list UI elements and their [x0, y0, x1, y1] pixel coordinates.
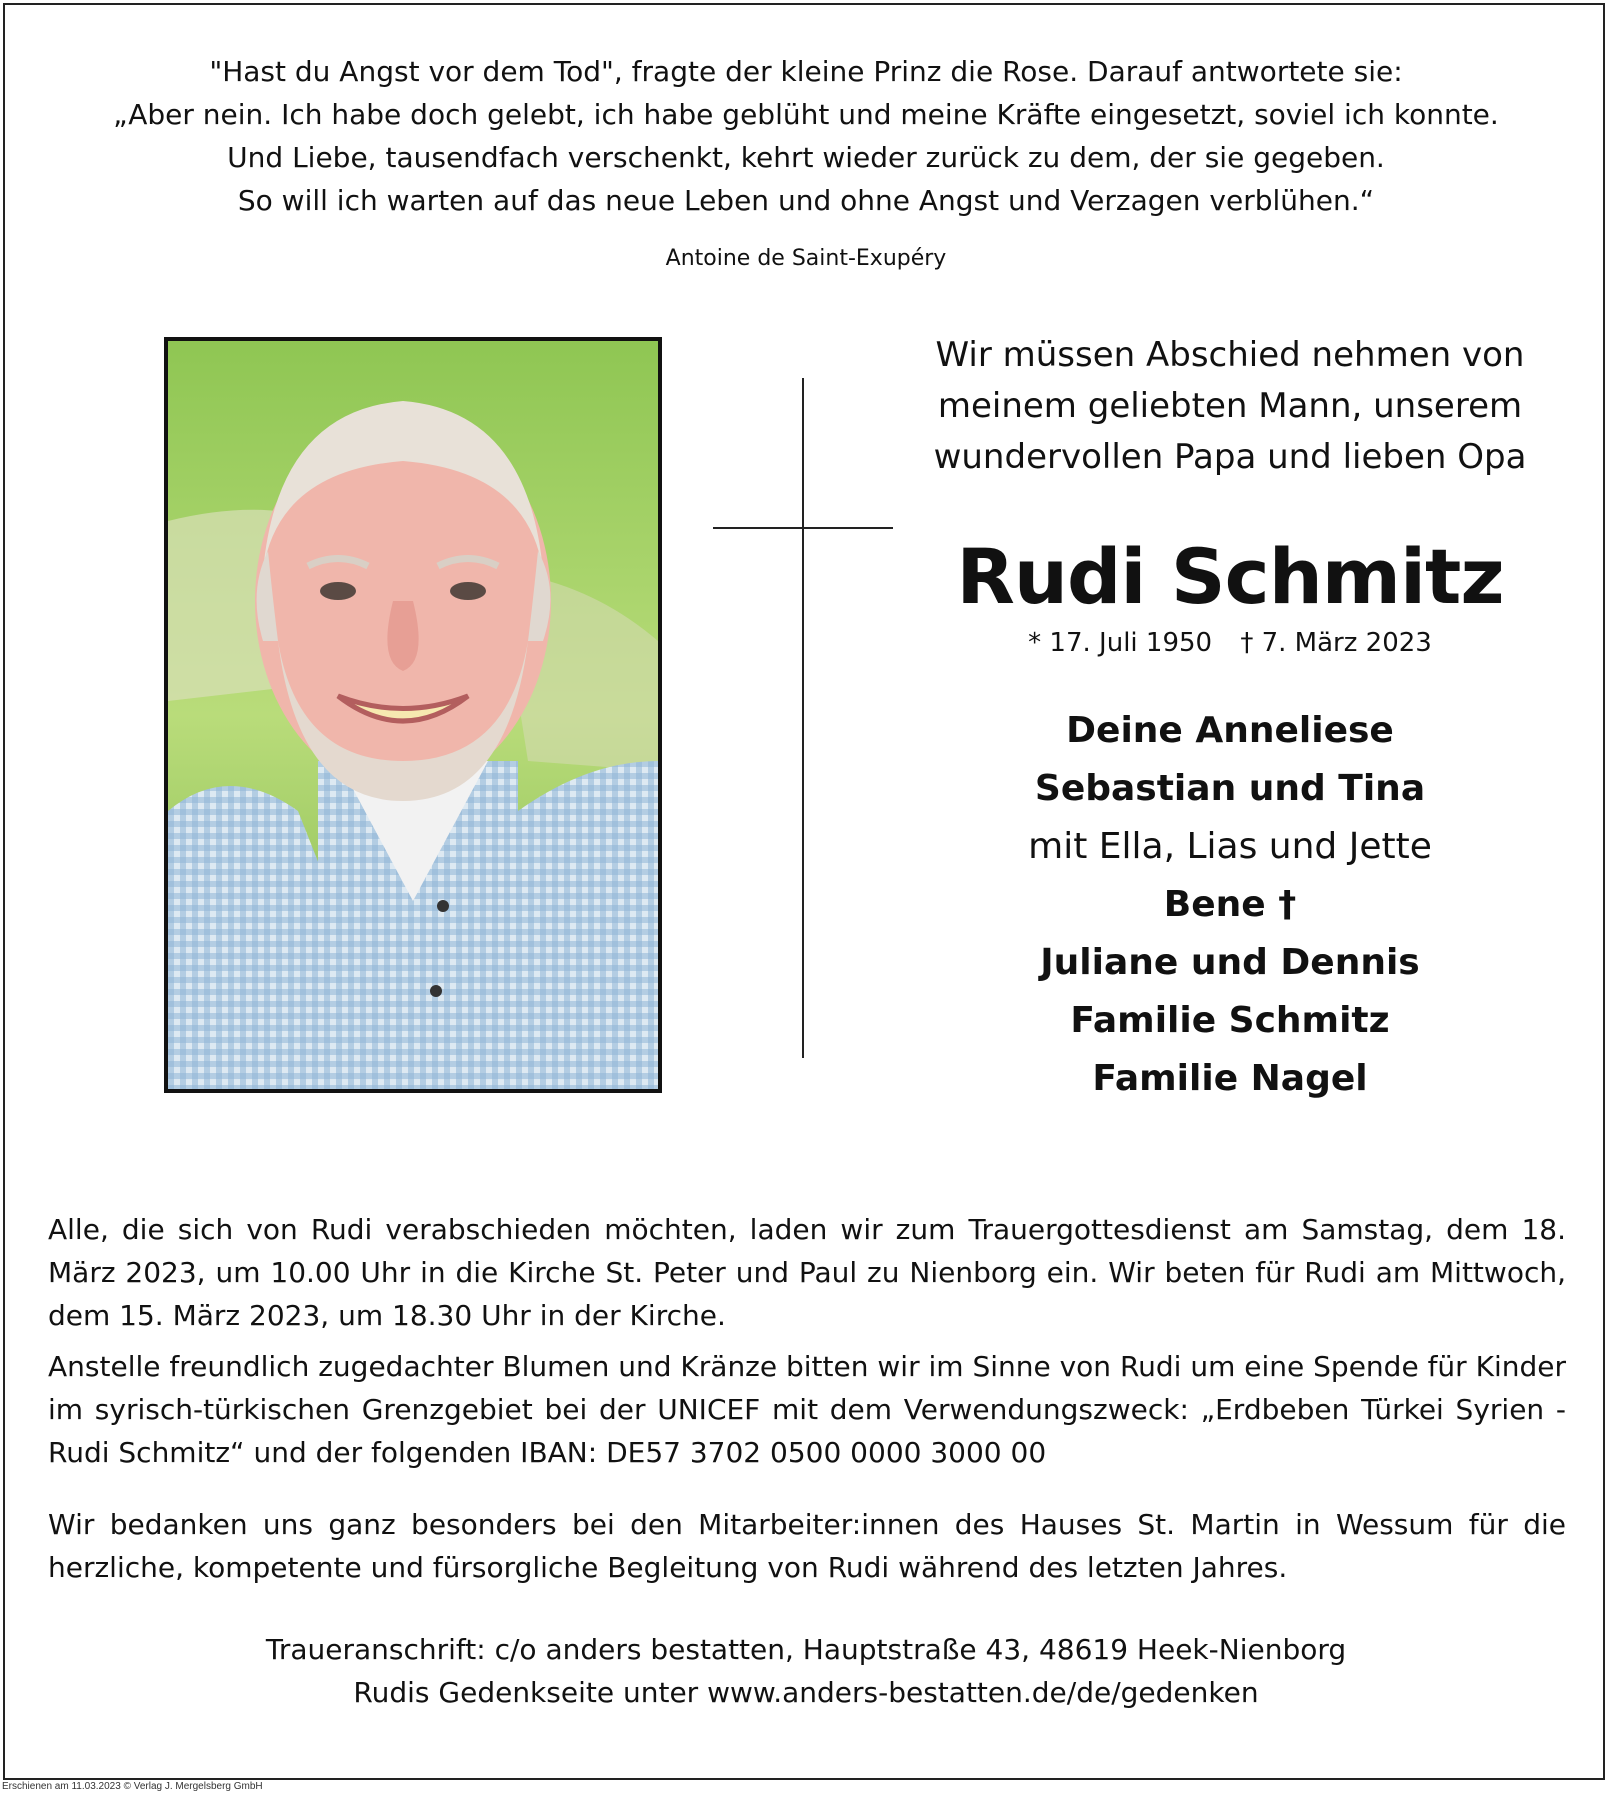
memorial-page-link[interactable]: Rudis Gedenkseite unter www.anders-bestatten.de/de/gedenken: [353, 1676, 1259, 1709]
mourner: Familie Schmitz: [1070, 1000, 1390, 1041]
quote-author: Antoine de Saint-Exupéry: [665, 246, 947, 271]
intro-line: meinem geliebten Mann, unserem: [937, 386, 1523, 426]
mourner: mit Ella, Lias und Jette: [1028, 826, 1432, 867]
quote-line: "Hast du Angst vor dem Tod", fragte der kleine Prinz die Rose. Darauf antwortete sie:: [209, 55, 1403, 88]
mourner: Familie Nagel: [1092, 1058, 1368, 1099]
intro-line: wundervollen Papa und lieben Opa: [933, 437, 1527, 477]
life-dates: [880, 628, 1580, 658]
quote-line: So will ich warten auf das neue Leben und ohne Angst und Verzagen verblühen.“: [237, 184, 1375, 217]
mourning-address: Traueranschrift: c/o anders bestatten, Hauptstraße 43, 48619 Heek-Nienborg: [265, 1633, 1347, 1666]
mourner: Bene †: [1163, 884, 1297, 925]
death-date: † 7. März 2023: [1240, 628, 1432, 658]
footer: [0, 1628, 1612, 1714]
mourners-list: [880, 702, 1580, 1108]
deceased-name: Rudi Schmitz: [956, 532, 1504, 621]
quote-line: „Aber nein. Ich habe doch gelebt, ich habe geblüht und meine Kräfte eingesetzt, soviel ich konnte.: [113, 98, 1499, 131]
birth-date: * 17. Juli 1950: [1028, 628, 1213, 658]
intro-line: Wir müssen Abschied nehmen von: [935, 335, 1525, 375]
mourner: Juliane und Dennis: [1040, 942, 1420, 983]
quote-line: Und Liebe, tausendfach verschenkt, kehrt wieder zurück zu dem, der sie gegeben.: [227, 141, 1385, 174]
thanks-paragraph: Wir bedanken uns ganz besonders bei den Mitarbeiter:innen des Hauses St. Martin in Wessum für die herzliche, kompetente und fürsorgliche Begleitung von Rudi während des letzten Jahres.: [48, 1508, 1566, 1584]
publication-imprint: Erschienen am 11.03.2023 © Verlag J. Mergelsberg GmbH: [2, 1781, 263, 1792]
portrait-illustration: [168, 341, 658, 1089]
cross-vertical-bar: [802, 378, 804, 1058]
portrait-photo: [164, 337, 662, 1093]
mourner: Deine Anneliese: [1066, 710, 1394, 751]
quote: [0, 50, 1612, 222]
farewell-intro: [880, 330, 1580, 483]
donation-paragraph: Anstelle freundlich zugedachter Blumen und Kränze bitten wir im Sinne von Rudi um eine Spende für Kinder im syrisch-türkischen Grenzgebiet bei der UNICEF mit dem Verwendungszweck: „Erdbeben Türkei Syrien - Rudi Schmitz“ und der folgenden IBAN: DE57 3702 0500 0000 3000 00: [48, 1350, 1566, 1469]
mourner: Sebastian und Tina: [1034, 768, 1426, 809]
service-paragraph: Alle, die sich von Rudi verabschieden möchten, laden wir zum Trauergottesdienst am Samstag, dem 18. März 2023, um 10.00 Uhr in die Kirche St. Peter und Paul zu Nienborg ein. Wir beten für Rudi am Mittwoch, dem 15. März 2023, um 18.30 Uhr in der Kirche.: [48, 1213, 1566, 1332]
cross-horizontal-bar: [713, 527, 893, 529]
